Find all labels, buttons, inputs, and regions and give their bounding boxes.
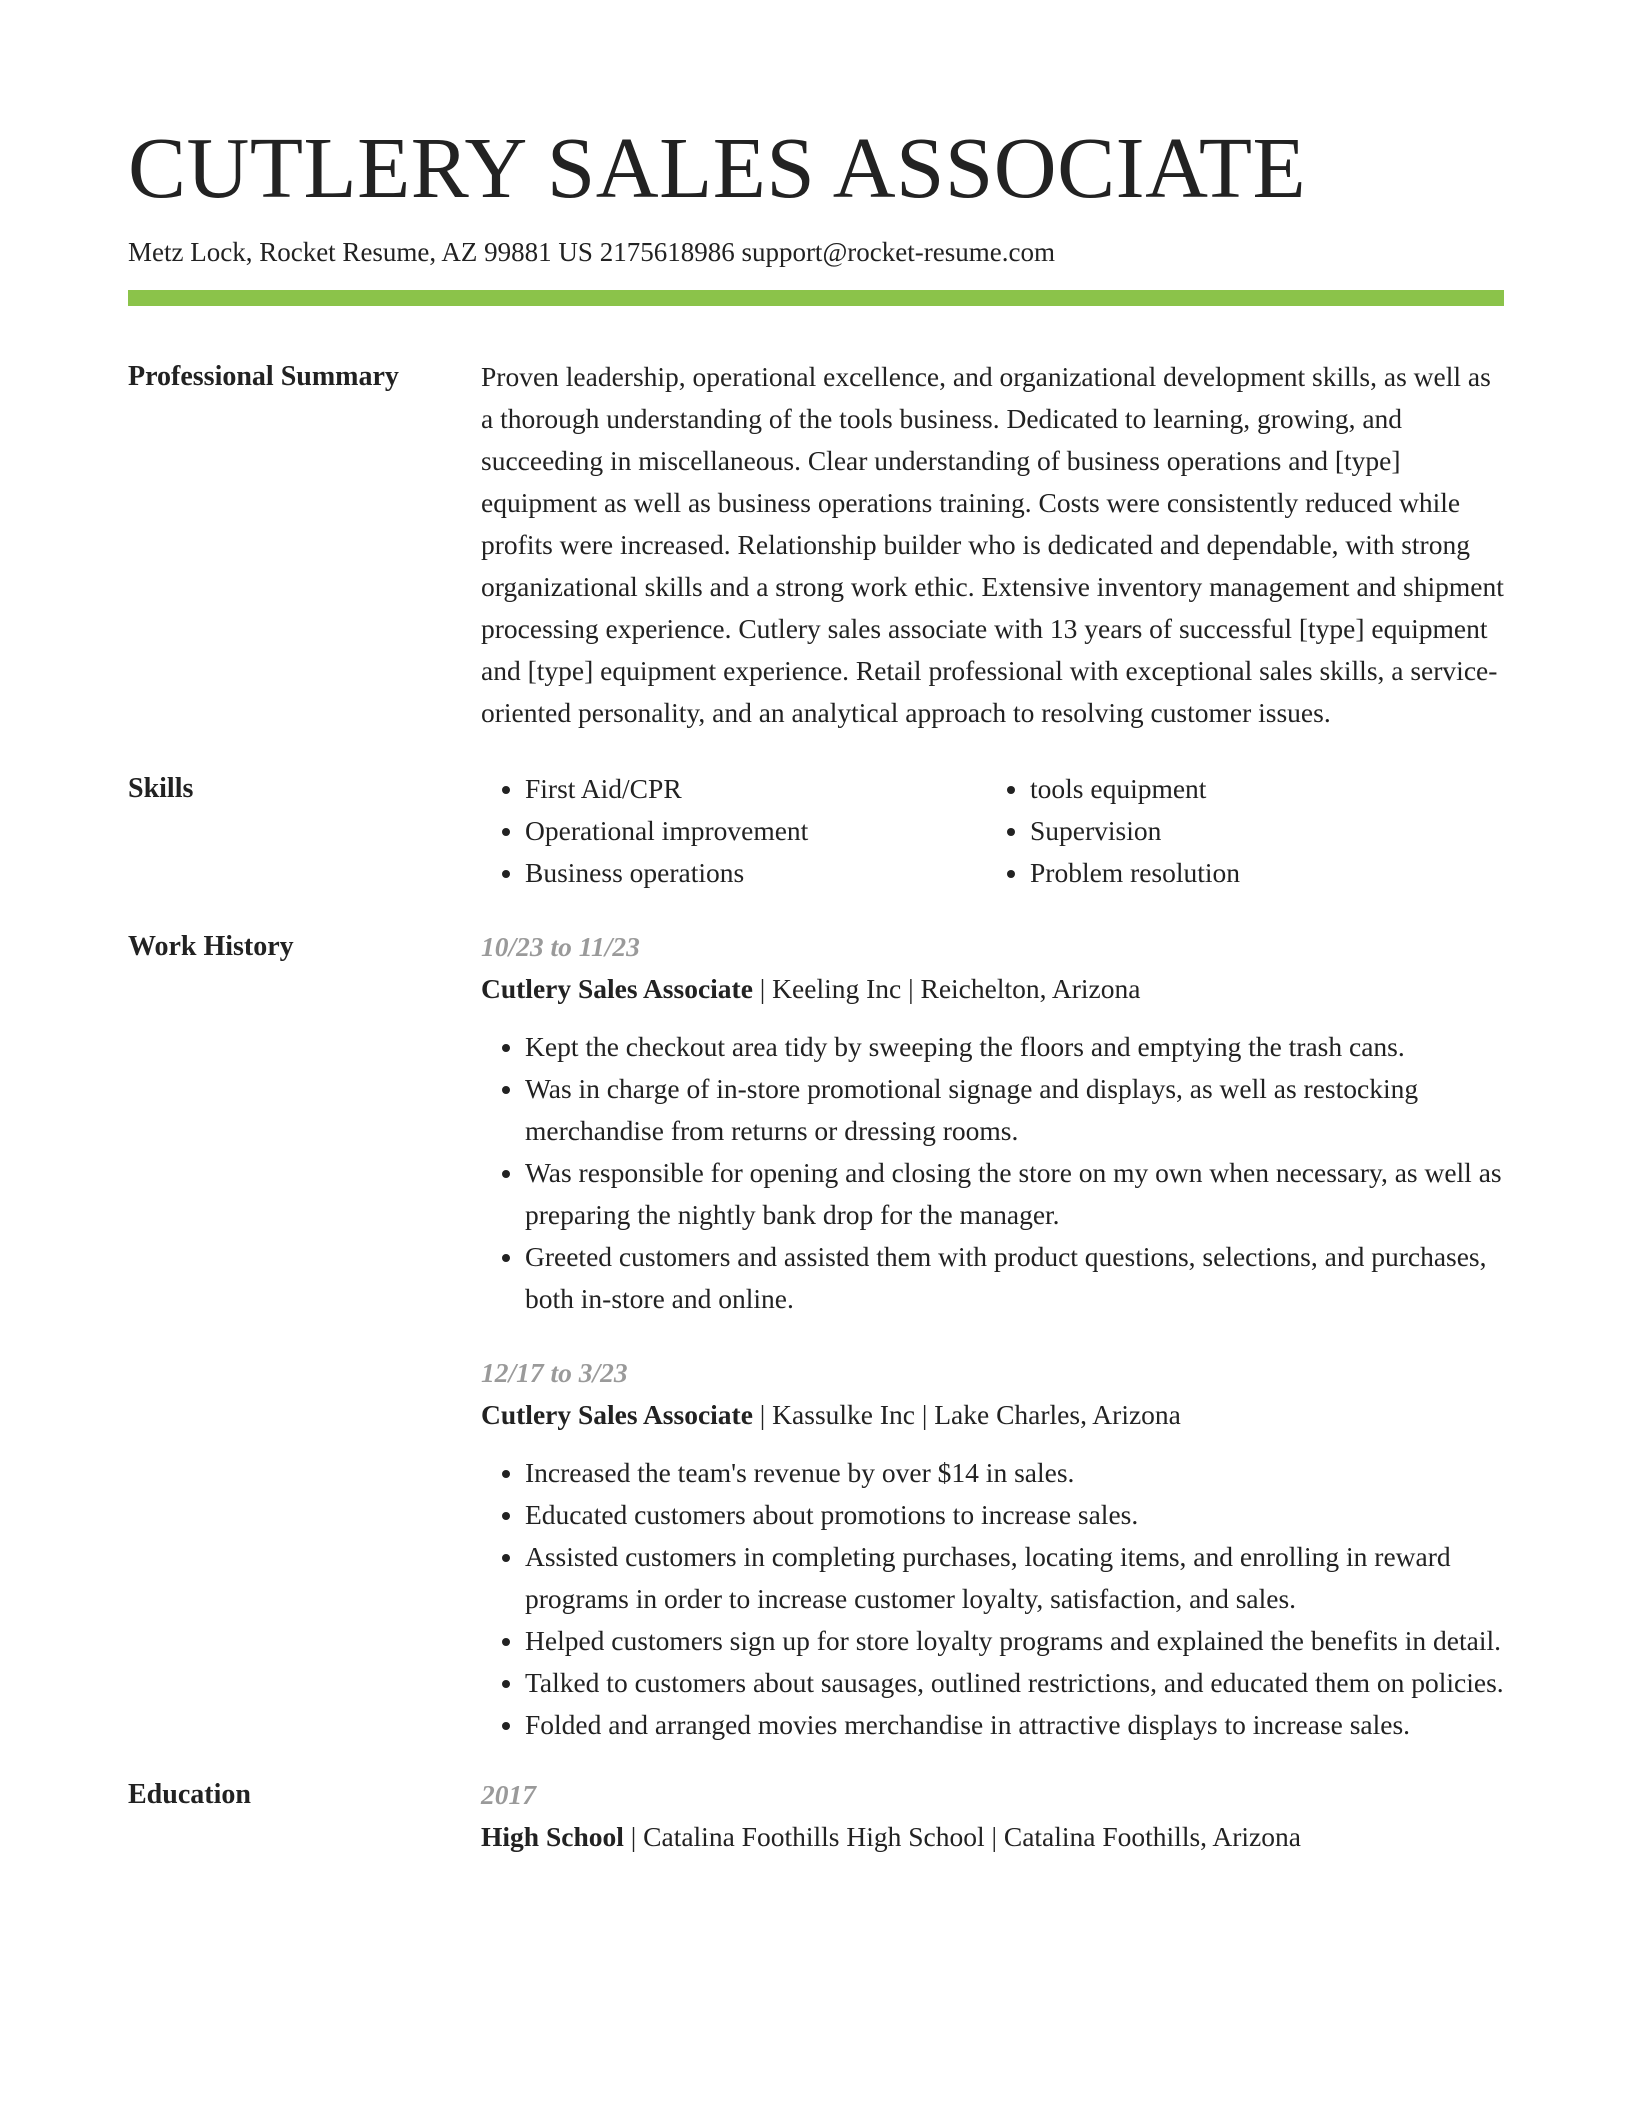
contact-location: Metz Lock, Rocket Resume, AZ 99881 US — [128, 237, 593, 267]
job-dates: 12/17 to 3/23 — [481, 1357, 628, 1388]
education-year: 2017 — [481, 1779, 536, 1810]
job-title: Cutlery Sales Associate — [481, 1399, 753, 1430]
education-section — [128, 1774, 1504, 1858]
skills-section — [128, 768, 1504, 894]
job-details: | Kassulke Inc | Lake Charles, Arizona — [752, 1399, 1181, 1430]
job-bullet: • Kept the checkout area tidy by sweeping the floors and emptying the trash cans. — [525, 1026, 1504, 1068]
job-dates: 10/23 to 11/23 — [481, 931, 640, 962]
skill-item: • First Aid/CPR — [525, 768, 986, 810]
work-history-section — [128, 926, 1504, 1746]
job-bullet: • Talked to customers about sausages, outlined restrictions, and educated them on policies. — [525, 1662, 1504, 1704]
job-bullet: • Folded and arranged movies merchandise in attractive displays to increase sales. — [525, 1704, 1504, 1746]
job-bullet: • Educated customers about promotions to increase sales. — [525, 1494, 1504, 1536]
job-bullet: • Greeted customers and assisted them with product questions, selections, and purchases, both in-store and online. — [525, 1236, 1504, 1320]
job-entry — [481, 926, 1504, 1320]
summary-section — [128, 356, 1504, 734]
resume-title: CUTLERY SALES ASSOCIATE — [128, 119, 1307, 216]
job-bullets — [481, 1026, 1504, 1320]
education-heading: Education — [128, 1779, 251, 1810]
contact-email: support@rocket-resume.com — [741, 237, 1055, 267]
summary-text: Proven leadership, operational excellence, and organizational development skills, as well as a thorough understanding of the tools business. Dedicated to learning, growing, and succeeding in miscellaneous. Clear understanding of business operations and [type] equipment as well as business operations training. Costs were consistently reduced while profits were increased. Relationship builder who is dedicated and dependable, with strong organizational skills and a strong work ethic. Extensive inventory management and shipment processing experience. Cutlery sales associate with 13 years of successful [type] equipment and [type] equipment experience. Retail professional with exceptional sales skills, a service-oriented personality, and an analytical approach to resolving customer issues. — [481, 361, 1504, 728]
work-history-heading: Work History — [128, 931, 294, 962]
job-details: | Keeling Inc | Reichelton, Arizona — [752, 973, 1141, 1004]
job-entry — [481, 1352, 1504, 1746]
skills-list-right — [986, 768, 1240, 894]
header-divider — [128, 290, 1504, 306]
skill-item: • tools equipment — [1030, 768, 1240, 810]
job-title: Cutlery Sales Associate — [481, 973, 753, 1004]
education-heading-line — [481, 1816, 1504, 1858]
education-degree: High School — [481, 1821, 624, 1852]
skill-item: • Problem resolution — [1030, 852, 1240, 894]
skills-list-left — [481, 768, 986, 894]
job-bullets — [481, 1452, 1504, 1746]
summary-heading: Professional Summary — [128, 361, 399, 392]
contact-phone: 2175618986 — [599, 237, 735, 267]
skill-item: • Supervision — [1030, 810, 1240, 852]
skills-grid — [481, 768, 1504, 894]
job-bullet: • Assisted customers in completing purchases, locating items, and enrolling in reward programs in order to increase customer loyalty, satisfaction, and sales. — [525, 1536, 1504, 1620]
job-bullet: • Helped customers sign up for store loyalty programs and explained the benefits in detail. — [525, 1620, 1504, 1662]
job-heading — [481, 1394, 1504, 1436]
skill-item: • Business operations — [525, 852, 986, 894]
skills-heading: Skills — [128, 773, 194, 804]
job-bullet: • Was responsible for opening and closing the store on my own when necessary, as well as preparing the nightly bank drop for the manager. — [525, 1152, 1504, 1236]
job-heading — [481, 968, 1504, 1010]
skill-item: • Operational improvement — [525, 810, 986, 852]
job-bullet: • Was in charge of in-store promotional signage and displays, as well as restocking merchandise from returns or dressing rooms. — [525, 1068, 1504, 1152]
job-bullet: • Increased the team's revenue by over $14 in sales. — [525, 1452, 1504, 1494]
education-details: | Catalina Foothills High School | Catalina Foothills, Arizona — [623, 1821, 1301, 1852]
contact-line — [128, 234, 1504, 270]
